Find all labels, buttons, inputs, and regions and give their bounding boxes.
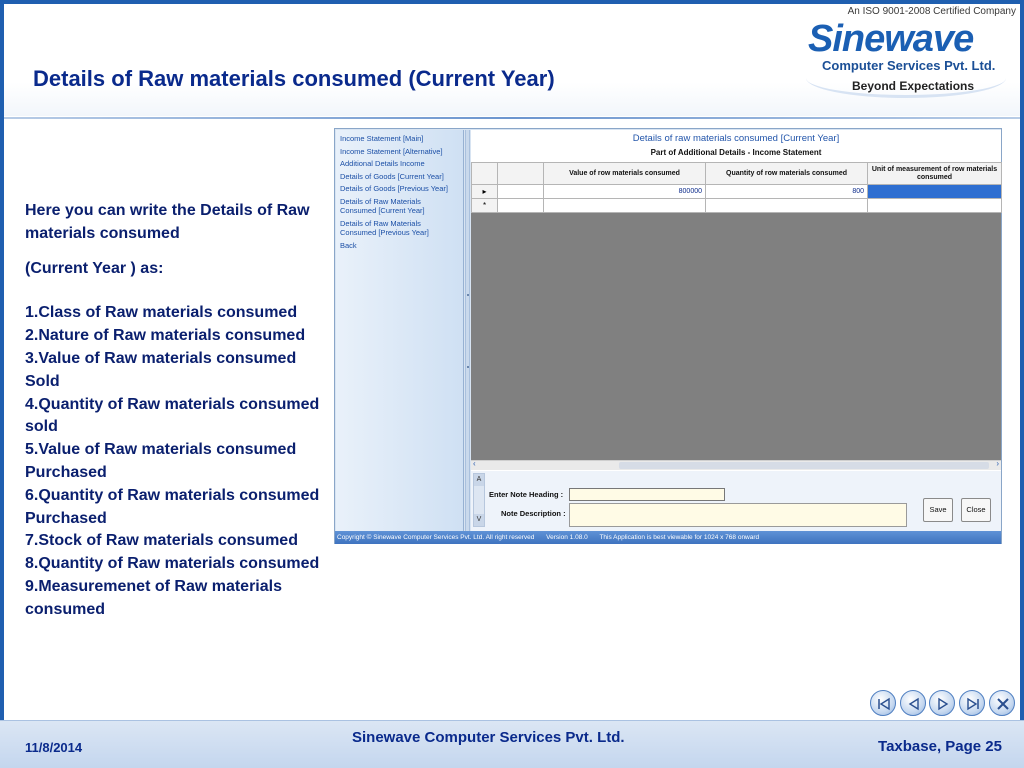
pane-title: Details of raw materials consumed [Current Year] xyxy=(632,133,840,144)
content-pane xyxy=(471,130,1001,531)
list-item: 3.Value of Raw materials consumed Sold xyxy=(25,349,297,390)
next-slide-button[interactable] xyxy=(929,690,955,716)
row-header-corner xyxy=(472,163,498,185)
description-intro: Here you can write the Details of Raw materials consumed xyxy=(25,202,310,242)
pane-splitter[interactable] xyxy=(465,130,470,531)
splitter-grip xyxy=(467,294,469,296)
company-logo xyxy=(800,4,1018,114)
scroll-up-icon[interactable]: A xyxy=(474,474,484,486)
note-description-label: Note Description : xyxy=(501,509,566,518)
first-icon xyxy=(876,696,892,712)
previous-slide-button[interactable] xyxy=(900,690,926,716)
description xyxy=(25,200,325,622)
first-slide-button[interactable] xyxy=(870,690,896,716)
logo-tagline: Beyond Expectations xyxy=(852,79,975,93)
scroll-right-icon[interactable]: › xyxy=(996,459,999,468)
column-header-unit[interactable]: Unit of measurement of row materials consumed xyxy=(868,163,1002,185)
close-slide-button[interactable] xyxy=(989,690,1015,716)
logo-subtitle: Computer Services Pvt. Ltd. xyxy=(822,58,996,73)
note-heading-input[interactable] xyxy=(569,488,725,501)
status-bar xyxy=(335,531,1001,544)
data-grid xyxy=(471,162,1001,467)
iso-certification: An ISO 9001-2008 Certified Company xyxy=(847,6,1016,17)
scrollbar-thumb[interactable] xyxy=(619,462,989,469)
list-item: 4.Quantity of Raw materials consumed sold xyxy=(25,395,320,436)
horizontal-scrollbar[interactable] xyxy=(471,460,1001,470)
sidebar-item-income-statement-main[interactable]: Income Statement [Main] xyxy=(340,134,424,143)
sidebar-item-raw-materials-previous-year[interactable]: Details of Raw Materials Consumed [Previous Year] xyxy=(340,218,429,237)
grid-cell-quantity[interactable]: 800 xyxy=(706,185,868,199)
previous-icon xyxy=(906,696,922,712)
list-item: 5.Value of Raw materials consumed Purchased xyxy=(25,441,297,481)
row-selector[interactable]: ▸ xyxy=(472,185,498,199)
app-window xyxy=(334,128,1002,544)
splitter-grip xyxy=(467,366,469,368)
sidebar-item-additional-details-income[interactable]: Additional Details Income xyxy=(340,159,425,168)
list-item: 7.Stock of Raw materials consumed xyxy=(25,532,298,550)
pane-subtitle: Part of Additional Details - Income Statement xyxy=(650,148,822,157)
table-row xyxy=(472,199,1002,213)
close-icon xyxy=(995,696,1011,712)
grid-cell[interactable] xyxy=(498,185,544,199)
grid-cell-quantity[interactable] xyxy=(706,199,868,213)
list-item: 8.Quantity of Raw materials consumed xyxy=(25,555,320,573)
sidebar-item-goods-current-year[interactable]: Details of Goods [Current Year] xyxy=(340,171,444,181)
last-icon xyxy=(965,696,981,712)
grid-cell-unit[interactable] xyxy=(868,185,1002,199)
slide-title: Details of Raw materials consumed (Current Year) xyxy=(33,66,555,91)
notes-scrollbar[interactable] xyxy=(473,473,485,527)
grid-table xyxy=(471,162,1002,213)
new-row-marker[interactable]: * xyxy=(472,199,498,213)
next-icon xyxy=(935,696,951,712)
status-version: Version 1.08.0 xyxy=(546,534,588,541)
grid-cell-value[interactable]: 800000 xyxy=(544,185,706,199)
description-intro-2: (Current Year ) as: xyxy=(25,259,164,277)
grid-cell-value[interactable] xyxy=(544,199,706,213)
footer-page-number: Taxbase, Page 25 xyxy=(878,738,1002,755)
list-item: 9.Measuremenet of Raw materials consumed xyxy=(25,577,282,618)
status-copyright: Copyright © Sinewave Computer Services Pvt. Ltd. All right reserved xyxy=(337,534,535,541)
header-divider xyxy=(4,117,1020,119)
note-heading-label: Enter Note Heading : xyxy=(489,490,564,499)
close-button[interactable]: Close xyxy=(961,498,991,522)
grid-cell-unit[interactable] xyxy=(868,199,1002,213)
save-button[interactable]: Save xyxy=(923,498,953,522)
column-header-quantity[interactable]: Quantity of row materials consumed xyxy=(706,163,868,185)
list-item: 2.Nature of Raw materials consumed xyxy=(25,327,306,345)
column-header-value[interactable]: Value of row materials consumed xyxy=(544,163,706,185)
sidebar-item-raw-materials-current-year[interactable]: Details of Raw Materials Consumed [Current Year] xyxy=(340,196,425,215)
grid-cell[interactable] xyxy=(498,199,544,213)
note-description-input[interactable] xyxy=(569,503,907,527)
sidebar-item-goods-previous-year[interactable]: Details of Goods [Previous Year] xyxy=(340,184,448,193)
status-note: This Application is best viewable for 1024 x 768 onward xyxy=(599,534,760,541)
app-sidebar xyxy=(336,130,464,531)
logo-brand: Sinewave xyxy=(808,18,974,60)
list-item: 6.Quantity of Raw materials consumed Purchased xyxy=(25,486,320,527)
scroll-down-icon[interactable]: V xyxy=(474,514,484,526)
last-slide-button[interactable] xyxy=(959,690,985,716)
sidebar-item-back[interactable]: Back xyxy=(340,240,357,250)
grid-header-row xyxy=(472,163,1002,185)
table-row xyxy=(472,185,1002,199)
notes-panel xyxy=(471,471,1001,531)
list-item: 1.Class of Raw materials consumed xyxy=(25,304,298,322)
column-header[interactable] xyxy=(498,163,544,185)
sidebar-item-income-statement-alternative[interactable]: Income Statement [Alternative] xyxy=(340,146,443,156)
footer-date: 11/8/2014 xyxy=(25,740,83,755)
scroll-left-icon[interactable]: ‹ xyxy=(473,459,476,468)
footer-company: Sinewave Computer Services Pvt. Ltd. xyxy=(352,729,625,746)
